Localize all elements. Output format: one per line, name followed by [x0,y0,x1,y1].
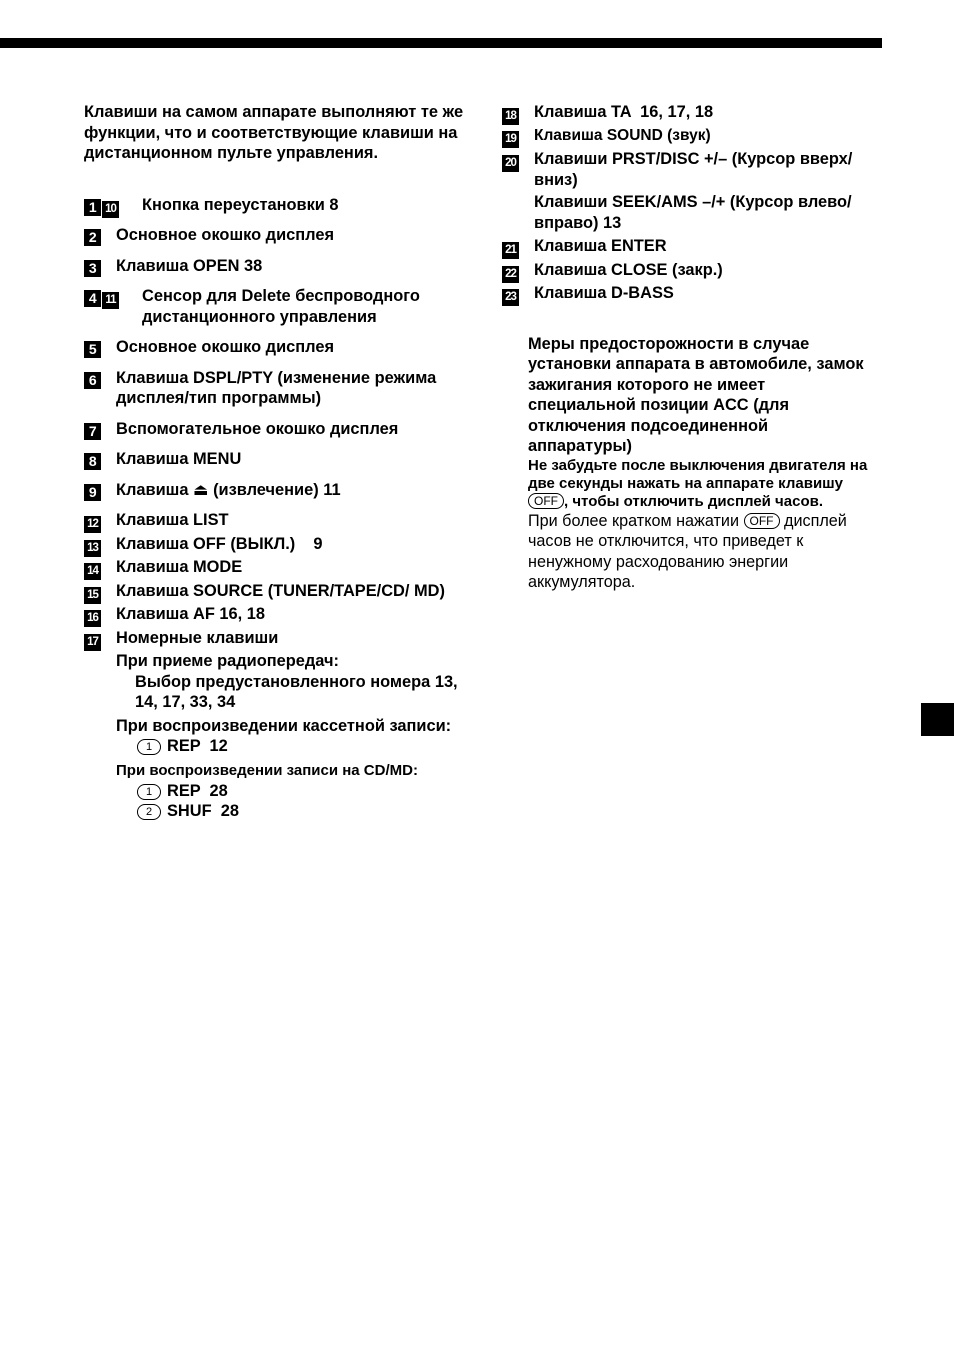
section-tab [921,703,954,736]
off-key-icon: OFF [744,513,780,529]
item-label: Вспомогательное окошко дисплея [116,419,399,438]
list-item: 19 Клавиша SOUND (звук) [502,126,872,147]
right-column [502,102,872,593]
item-label: Клавиша SOURCE (TUNER/TAPE/CD/ MD) [116,581,445,600]
key-1-icon: 1 [137,739,161,755]
item-label: Клавиша CLOSE (закр.) [534,260,723,279]
list-item: 8 Клавиша MENU [84,449,474,470]
tape-rep-row: 1 REP 12 [116,736,474,757]
item-label: Клавиши SEEK/AMS –/+ (Курсор влево/вправо) 13 [534,193,852,232]
radio-heading: При приеме радиопередач: [116,652,339,670]
item-label: Клавиша OPEN 38 [116,256,263,275]
item-label: Клавиша LIST [116,511,229,529]
item-label: Кнопка переустановки 8 [142,195,339,214]
list-item: 17 Номерные клавиши [84,628,474,649]
caution-block [502,334,868,593]
list-item: 23 Клавиша D-BASS [502,283,872,304]
list-item: 14 Клавиша MODE [84,557,474,578]
left-column [84,102,474,822]
caution-title: Меры предосторожности в случае установки аппарата в автомобиле, замок зажигания которого не имеет специальной позиции ACC (для отключения подсоединенной аппаратуры) [528,334,864,455]
list-item: 2 Основное окошко дисплея [84,225,474,246]
list-item: 4 11 Сенсор для Delete беспроводного дистанционного управления [84,286,474,327]
list-item: 18 Клавиша TA 16, 17, 18 [502,102,872,123]
list-item: 12 Клавиша LIST [84,510,474,531]
item-label: Основное окошко дисплея [116,338,335,356]
off-key-icon: OFF [528,493,564,509]
list-item: 20 Клавиши PRST/DISC +/– (Курсор вверх/вниз) [502,149,872,190]
list-item: 5 Основное окошко дисплея [84,337,474,358]
item-label: Клавиша ⏏ (извлечение) 11 [116,480,341,499]
cd-rep-row: 1 REP 28 [116,781,474,802]
eject-icon: ⏏ [193,480,209,499]
list-item [84,195,474,216]
item-label: Сенсор для Delete беспроводного дистанционного управления [142,287,420,326]
intro-text: Клавиши на самом аппарате выполняют те же функции, что и соответствующие клавиши на дистанционном пульте управления. [84,103,464,162]
list-item: 16 Клавиша AF 16, 18 [84,604,474,625]
item-label: Клавиша AF 16, 18 [116,605,265,623]
item-label: Основное окошко дисплея [116,226,335,244]
list-item: 15 Клавиша SOURCE (TUNER/TAPE/CD/ MD) [84,581,474,602]
tape-heading: При воспроизведении кассетной записи: [116,716,452,735]
list-item [502,192,872,233]
list-item: 13 Клавиша OFF (ВЫКЛ.) 9 [84,534,474,555]
caution-normal-text: При более кратком нажатии OFF дисплей часов не отключится, что приведет к ненужному расходованию энергии аккумулятора. [528,511,847,591]
caution-bold-text: Не забудьте после выключения двигателя на две секунды нажать на аппарате клавишу OFF , чтобы отключить дисплей часов. [528,456,868,510]
cd-heading: При воспроизведении записи на CD/MD: [116,761,418,779]
item-label: Клавиша DSPL/PTY (изменение режима дисплея/тип программы) [116,368,437,407]
number-keys-details [84,651,474,822]
list-item: 3 Клавиша OPEN 38 [84,256,474,277]
item-label: Номерные клавиши [116,628,279,647]
item-label: Клавиша SOUND (звук) [534,126,711,144]
list-item: 7 Вспомогательное окошко дисплея [84,419,474,440]
item-label: Клавиша TA 16, 17, 18 [534,103,714,121]
list-item: 9 Клавиша ⏏ (извлечение) 11 [84,480,474,501]
item-label: Клавиша ENTER [534,237,667,255]
item-label: Клавиши PRST/DISC +/– (Курсор вверх/вниз) [534,150,853,189]
key-2-icon: 2 [137,804,161,820]
list-item: 21 Клавиша ENTER [502,236,872,257]
list-item: 6 Клавиша DSPL/PTY (изменение режима дисплея/тип программы) [84,368,474,409]
item-label: Клавиша MODE [116,558,243,576]
item-label: Клавиша OFF (ВЫКЛ.) 9 [116,534,323,553]
item-numbers: 1 10 [84,197,120,218]
radio-text: Выбор предустановленного номера 13, 14, 17, 33, 34 [135,672,458,711]
list-item: 22 Клавиша CLOSE (закр.) [502,260,872,281]
top-rule [0,38,882,48]
item-label: Клавиша D-BASS [534,284,674,302]
item-label: Клавиша MENU [116,450,242,468]
key-1-icon: 1 [137,784,161,800]
cd-shuf-row: 2 SHUF 28 [116,801,474,822]
